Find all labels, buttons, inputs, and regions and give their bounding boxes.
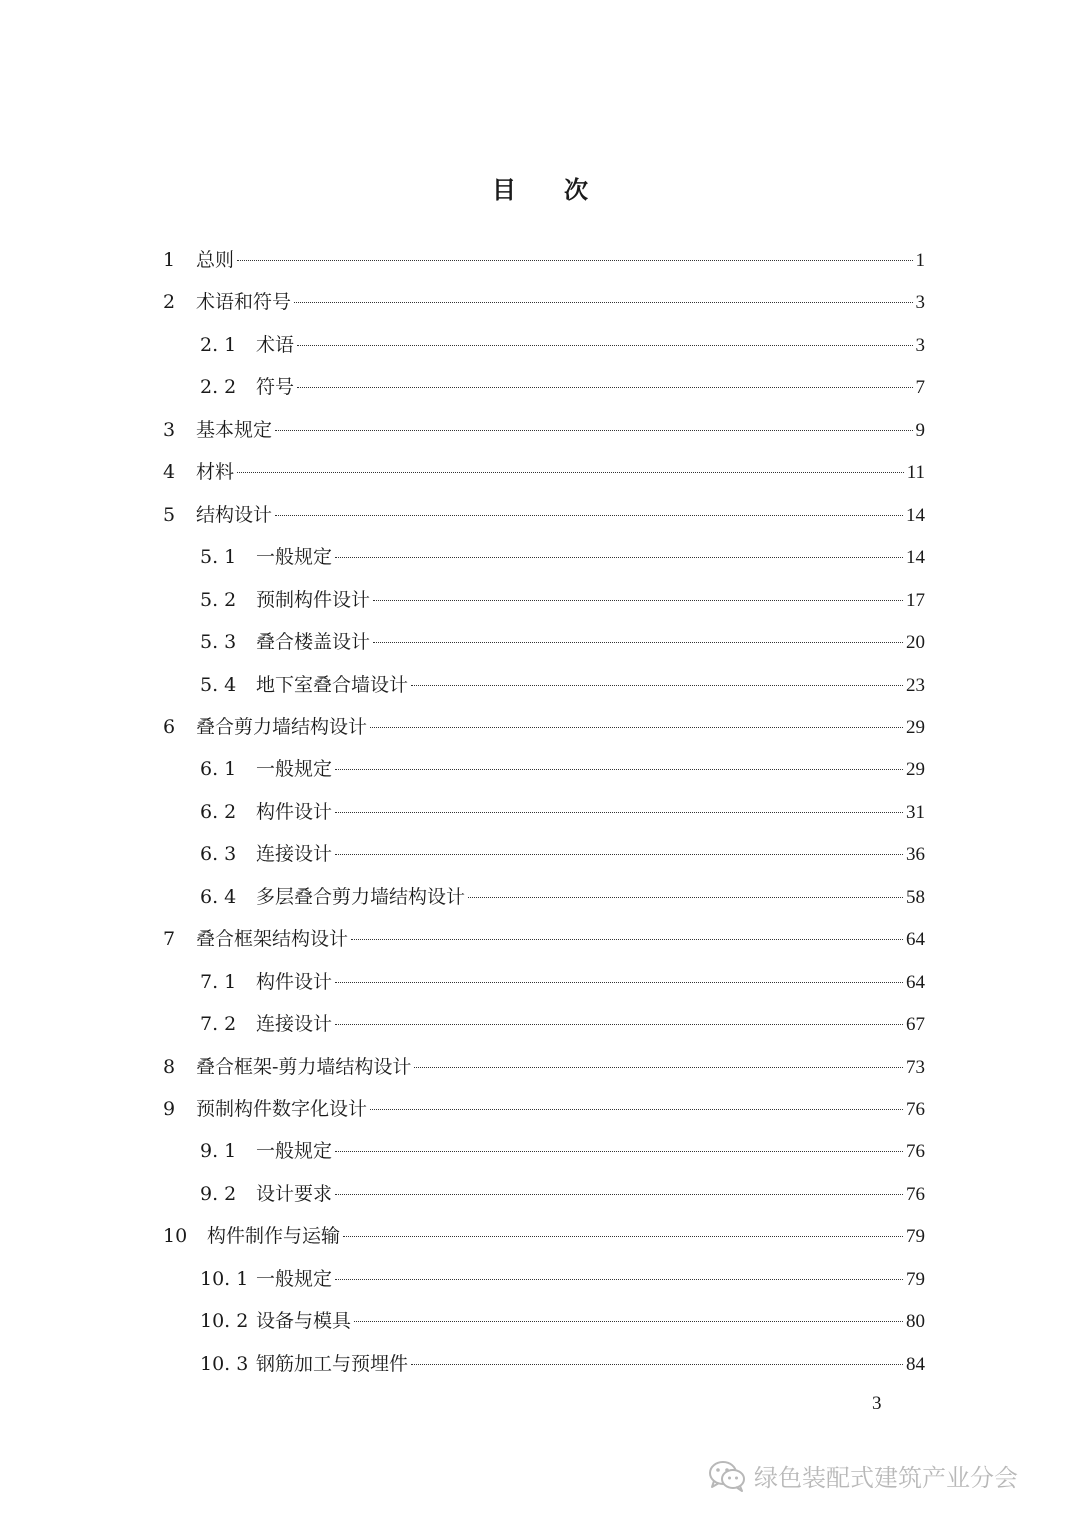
toc-entry <box>200 1009 925 1039</box>
toc-leader-dots <box>373 600 903 601</box>
toc-entry <box>200 585 925 615</box>
toc-entry-page: 84 <box>906 1353 925 1375</box>
toc-entry-title: 叠合框架结构设计 <box>196 928 349 951</box>
toc-entry-title: 多层叠合剪力墙结构设计 <box>256 885 466 908</box>
page-number: 3 <box>872 1393 882 1414</box>
toc-entry-page: 73 <box>906 1056 925 1078</box>
toc-leader-dots <box>354 1321 903 1322</box>
toc-entry-number: 7. 2 <box>200 1013 237 1036</box>
toc-leader-dots <box>294 302 912 303</box>
toc-leader-dots <box>335 1151 903 1152</box>
toc-entry-number: 5. 4 <box>200 673 237 696</box>
page-title: 目 次 <box>492 175 588 204</box>
toc-entry-number: 9. 2 <box>200 1182 237 1205</box>
toc-leader-dots <box>370 727 903 728</box>
toc-entry-page: 79 <box>906 1268 925 1290</box>
toc-entry-title: 构件设计 <box>256 970 333 993</box>
toc-entry-title: 术语 <box>256 333 295 356</box>
toc-entry-title: 材料 <box>196 461 235 484</box>
toc-entry-title: 叠合楼盖设计 <box>256 631 371 654</box>
toc-leader-dots <box>297 345 912 346</box>
toc-entry-number: 9 <box>163 1098 176 1120</box>
toc-entry <box>200 372 925 402</box>
toc-entry-page: 11 <box>906 462 925 484</box>
toc-entry-page: 76 <box>906 1183 925 1205</box>
toc-leader-dots <box>411 1364 903 1365</box>
toc-leader-dots <box>335 1279 903 1280</box>
toc-leader-dots <box>275 515 903 516</box>
toc-entry-title: 连接设计 <box>256 843 333 866</box>
toc-entry <box>200 967 925 997</box>
toc-entry-title: 一般规定 <box>256 546 333 569</box>
toc-leader-dots <box>335 854 903 855</box>
toc-entry-page: 1 <box>915 250 925 271</box>
toc-entry-title: 符号 <box>256 376 295 399</box>
toc-leader-dots <box>335 1024 903 1025</box>
toc-entry-number: 6. 1 <box>200 758 237 781</box>
toc-entry-page: 76 <box>906 1141 925 1163</box>
toc-entry-title: 术语和符号 <box>196 291 292 314</box>
toc-entry-title: 钢筋加工与预埋件 <box>256 1352 409 1375</box>
toc-entry <box>200 1264 925 1294</box>
toc-leader-dots <box>335 1194 903 1195</box>
toc-leader-dots <box>343 1236 903 1237</box>
toc-leader-dots <box>411 685 903 686</box>
toc-entry-title: 地下室叠合墙设计 <box>256 673 409 696</box>
toc-entry <box>200 542 925 572</box>
toc-entry-page: 23 <box>906 674 925 696</box>
toc-entry <box>200 797 925 827</box>
toc-entry-title: 设计要求 <box>256 1182 333 1205</box>
toc-entry <box>163 924 925 954</box>
toc-entry-number: 6 <box>163 715 176 738</box>
toc-entry-title: 一般规定 <box>256 1140 333 1163</box>
toc-entry-page: 7 <box>915 377 925 399</box>
toc-entry-page: 80 <box>906 1311 925 1333</box>
watermark <box>708 1458 1018 1493</box>
toc-entry-title: 叠合剪力墙结构设计 <box>196 715 368 738</box>
toc-leader-dots <box>237 260 912 261</box>
toc-entry-number: 5. 2 <box>200 588 237 611</box>
toc-entry <box>200 1136 925 1166</box>
toc-entry-page: 58 <box>906 886 925 908</box>
toc-entry-number: 7. 1 <box>200 970 237 993</box>
toc-leader-dots <box>335 812 903 813</box>
toc-leader-dots <box>414 1067 903 1068</box>
toc-entry-page: 67 <box>906 1014 925 1036</box>
toc-entry-title: 一般规定 <box>256 1267 333 1290</box>
toc-entry-title: 构件制作与运输 <box>207 1225 341 1248</box>
toc-entry-page: 14 <box>906 504 925 526</box>
watermark-text: 绿色装配式建筑产业分会 <box>754 1464 1018 1492</box>
toc-entry-title: 连接设计 <box>256 1013 333 1036</box>
toc-entry-page: 31 <box>906 801 925 823</box>
toc-entry-title: 构件设计 <box>256 800 333 823</box>
toc-entry-number: 8 <box>163 1055 176 1078</box>
toc-entry <box>163 1094 925 1124</box>
toc-entry-page: 9 <box>915 419 925 441</box>
toc-leader-dots <box>335 557 903 558</box>
toc-entry <box>163 500 925 530</box>
toc-entry-number: 6. 2 <box>200 800 237 823</box>
toc-leader-dots <box>468 897 903 898</box>
toc-entry-number: 2. 1 <box>200 333 237 356</box>
toc-leader-dots <box>335 769 903 770</box>
toc-entry-number: 9. 1 <box>200 1140 237 1163</box>
toc-entry-page: 79 <box>906 1226 925 1248</box>
toc-entry <box>200 754 925 784</box>
toc-entry <box>163 457 925 487</box>
toc-entry-number: 10. 3 <box>200 1352 249 1375</box>
toc-leader-dots <box>335 982 903 983</box>
toc-entry-number: 5 <box>163 503 176 526</box>
toc-entry-number: 1 <box>163 249 176 271</box>
toc-entry-number: 5. 3 <box>200 631 237 654</box>
toc-entry-title: 预制构件数字化设计 <box>196 1098 368 1120</box>
toc-entry <box>200 882 925 912</box>
toc-leader-dots <box>275 430 912 431</box>
toc-entry-title: 结构设计 <box>196 503 273 526</box>
toc-entry <box>163 1052 925 1082</box>
toc-entry-number: 10 <box>163 1225 188 1248</box>
toc-entry <box>200 670 925 700</box>
toc-entry <box>163 245 925 275</box>
toc-entry <box>163 1221 925 1251</box>
toc-entry-number: 6. 4 <box>200 885 237 908</box>
toc-entry-number: 10. 2 <box>200 1310 249 1333</box>
toc-entry-number: 3 <box>163 418 176 441</box>
toc-entry-title: 总则 <box>196 249 235 271</box>
toc-entry-page: 29 <box>906 759 925 781</box>
toc-entry <box>200 839 925 869</box>
toc-entry-number: 2. 2 <box>200 376 237 399</box>
toc-entry-title: 预制构件设计 <box>256 588 371 611</box>
toc-entry <box>163 712 925 742</box>
toc-entry-page: 64 <box>906 971 925 993</box>
toc-entry-page: 17 <box>906 589 925 611</box>
toc-entry <box>200 330 925 360</box>
toc-entry-number: 10. 1 <box>200 1267 249 1290</box>
toc-leader-dots <box>351 939 903 940</box>
toc-entry-page: 64 <box>906 929 925 951</box>
toc-entry-number: 5. 1 <box>200 546 237 569</box>
toc-entry <box>200 1349 925 1379</box>
toc-entry-number: 7 <box>163 928 176 951</box>
toc-leader-dots <box>370 1109 903 1110</box>
toc-leader-dots <box>297 387 912 388</box>
toc-entry-page: 3 <box>915 334 925 356</box>
toc-entry-page: 76 <box>906 1099 925 1120</box>
toc-leader-dots <box>237 472 904 473</box>
toc-entry-title: 基本规定 <box>196 418 273 441</box>
toc-entry <box>163 415 925 445</box>
toc-entry-number: 6. 3 <box>200 843 237 866</box>
toc-entry-title: 叠合框架-剪力墙结构设计 <box>196 1055 412 1078</box>
toc-entry-page: 29 <box>906 716 925 738</box>
toc-entry-page: 36 <box>906 844 925 866</box>
toc-entry <box>200 1306 925 1336</box>
toc-leader-dots <box>373 642 903 643</box>
toc-entry <box>200 627 925 657</box>
toc-entry-title: 设备与模具 <box>256 1310 352 1333</box>
toc-entry-number: 4 <box>163 461 176 484</box>
toc-entry-title: 一般规定 <box>256 758 333 781</box>
toc-entry <box>163 287 925 317</box>
toc-entry-number: 2 <box>163 291 176 314</box>
toc-entry <box>200 1179 925 1209</box>
toc-entry-page: 14 <box>906 547 925 569</box>
toc-entry-page: 20 <box>906 632 925 654</box>
toc-entry-page: 3 <box>915 292 925 314</box>
wechat-icon <box>708 1460 746 1492</box>
